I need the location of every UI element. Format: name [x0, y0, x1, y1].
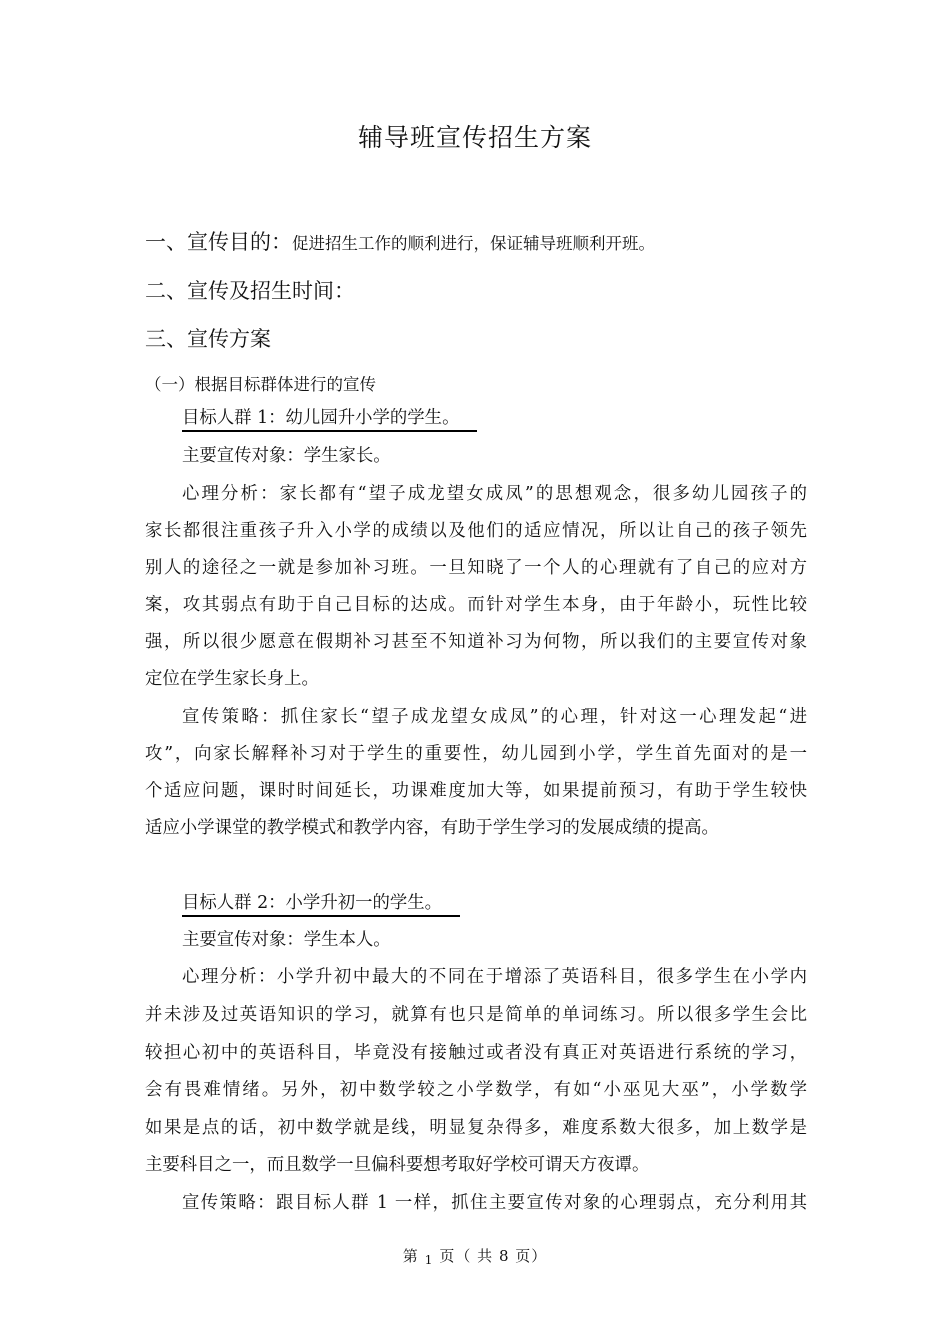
section-2-heading: 二、宣传及招生时间： — [145, 279, 355, 303]
footer-prefix: 第 — [402, 1247, 419, 1265]
subsection-1-heading: （一）根据目标群体进行的宣传 — [145, 375, 376, 394]
group-1-strategy-line: 适应小学课堂的教学模式和教学内容，有助于学生学习的发展成绩的提高。 — [145, 818, 719, 838]
group-2-analysis-line: 会有畏难情绪。另外，初中数学较之小学数学，有如“小巫见大巫”，小学数学 — [145, 1080, 807, 1100]
footer-suffix: 页） — [515, 1247, 548, 1265]
group-2-strategy-line: 宣传策略：跟目标人群 1 一样，抓住主要宣传对象的心理弱点，充分利用其 — [182, 1193, 807, 1213]
group-2-label: 目标人群 2：小学升初一的学生。 — [182, 892, 460, 917]
section-1-text: 促进招生工作的顺利进行，保证辅导班顺利开班。 — [292, 234, 655, 253]
group-2-analysis-line: 如果是点的话，初中数学就是线，明显复杂得多，难度系数大很多，加上数学是 — [145, 1118, 807, 1138]
group-1-strategy-line: 攻”，向家长解释补习对于学生的重要性，幼儿园到小学，学生首先面对的是一 — [145, 744, 807, 764]
group-1-analysis-line: 定位在学生家长身上。 — [145, 669, 319, 689]
page-footer — [0, 1245, 950, 1266]
group-2-analysis-line: 并未涉及过英语知识的学习，就算有也只是简单的单词练习。所以很多学生会比 — [145, 1005, 807, 1025]
footer-middle: 页（ 共 — [439, 1247, 494, 1265]
group-1-analysis-line: 别人的途径之一就是参加补习班。一旦知晓了一个人的心理就有了自己的应对方 — [145, 558, 807, 578]
section-1-label: 一、宣传目的： — [145, 230, 292, 254]
group-1-strategy-line: 个适应问题，课时时间延长，功课难度加大等，如果提前预习，有助于学生较快 — [145, 781, 807, 801]
group-1-analysis-line: 心理分析：家长都有“望子成龙望女成凤”的思想观念，很多幼儿园孩子的 — [182, 484, 807, 504]
group-2-label-line — [182, 884, 807, 922]
group-1-label: 目标人群 1：幼儿园升小学的学生。 — [182, 407, 477, 432]
section-3-heading: 三、宣传方案 — [145, 327, 271, 351]
group-2-analysis-line: 心理分析：小学升初中最大的不同在于增添了英语科目，很多学生在小学内 — [182, 967, 807, 987]
group-1-analysis-line: 强，所以很少愿意在假期补习甚至不知道补习为何物，所以我们的主要宣传对象 — [145, 632, 807, 652]
group-1-strategy-line: 宣传策略：抓住家长“望子成龙望女成凤”的心理，针对这一心理发起“进 — [182, 707, 807, 727]
section-1-heading — [145, 226, 655, 256]
group-2-analysis-line: 较担心初中的英语科目，毕竟没有接触过或者没有真正对英语进行系统的学习， — [145, 1043, 807, 1063]
group-1-analysis-line: 案，攻其弱点有助于自己目标的达成。而针对学生本身，由于年龄小，玩性比较 — [145, 595, 807, 615]
group-2-object: 主要宣传对象：学生本人。 — [182, 930, 391, 950]
page-number: 1 — [424, 1253, 434, 1267]
group-1-label-line — [182, 399, 807, 437]
total-pages: 8 — [498, 1247, 510, 1265]
page-title: 辅导班宣传招生方案 — [357, 123, 592, 152]
group-1-object: 主要宣传对象：学生家长。 — [182, 446, 391, 466]
group-1-analysis-line: 家长都很注重孩子升入小学的成绩以及他们的适应情况，所以让自己的孩子领先 — [145, 521, 807, 541]
group-2-analysis-line: 主要科目之一，而且数学一旦偏科要想考取好学校可谓天方夜谭。 — [145, 1155, 650, 1175]
